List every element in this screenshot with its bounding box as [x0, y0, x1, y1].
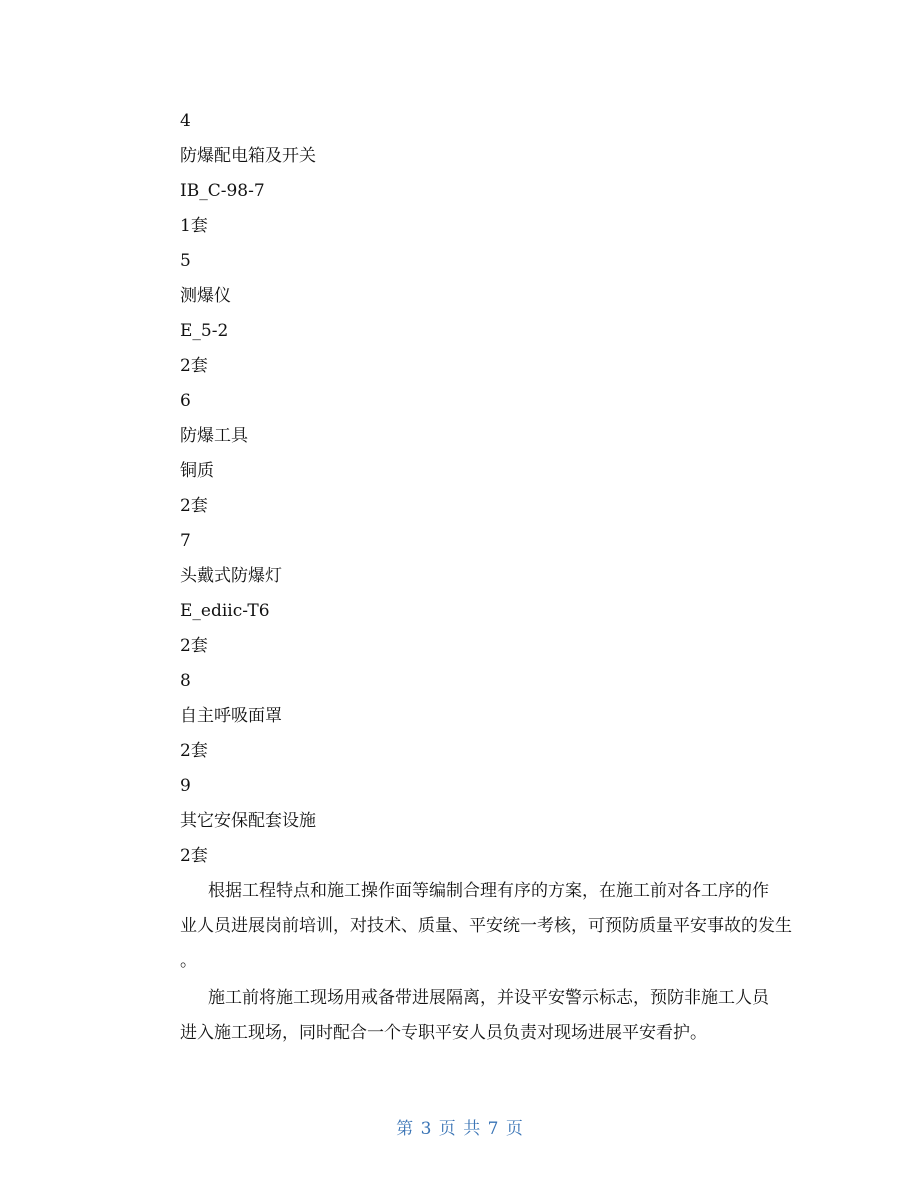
paragraph-line: 业人员进展岗前培训，对技术、质量、平安统一考核，可预防质量平安事故的发生: [180, 916, 792, 936]
list-item-name: 自主呼吸面罩: [180, 706, 282, 726]
list-item-quantity: 2套: [180, 846, 208, 866]
list-item-quantity: 2套: [180, 496, 208, 516]
paragraph: [180, 981, 800, 1051]
paragraph-line: 进入施工现场，同时配合一个专职平安人员负责对现场进展平安看护。: [180, 1023, 707, 1043]
list-item-number: 9: [180, 776, 191, 796]
list-item-number: 6: [180, 391, 191, 411]
list-item-quantity: 1套: [180, 216, 208, 236]
list-item-spec: E_ediic-T6: [180, 601, 270, 621]
list-item-quantity: 2套: [180, 356, 208, 376]
list-item-quantity: 2套: [180, 741, 208, 761]
list-item-spec: 铜质: [180, 461, 214, 481]
list-item-spec: E_5-2: [180, 321, 229, 341]
list-item-number: 8: [180, 671, 191, 691]
list-item-number: 7: [180, 531, 191, 551]
paragraph-line: 。: [180, 951, 197, 971]
paragraph-line: 施工前将施工现场用戒备带进展隔离，并设平安警示标志，预防非施工人员: [208, 988, 769, 1008]
list-item-name: 防爆配电箱及开关: [180, 146, 316, 166]
list-item-number: 4: [180, 111, 191, 131]
paragraph-line: 根据工程特点和施工操作面等编制合理有序的方案，在施工前对各工序的作: [208, 881, 769, 901]
list-item-name: 测爆仪: [180, 286, 231, 306]
list-item-name: 防爆工具: [180, 426, 248, 446]
list-item-name: 头戴式防爆灯: [180, 566, 282, 586]
page-footer: 第 3 页 共 7 页: [396, 1119, 524, 1139]
list-item-spec: IB_C-98-7: [180, 181, 265, 201]
list-item-number: 5: [180, 251, 191, 271]
paragraph: [180, 874, 800, 979]
list-item-name: 其它安保配套设施: [180, 811, 316, 831]
list-item-quantity: 2套: [180, 636, 208, 656]
